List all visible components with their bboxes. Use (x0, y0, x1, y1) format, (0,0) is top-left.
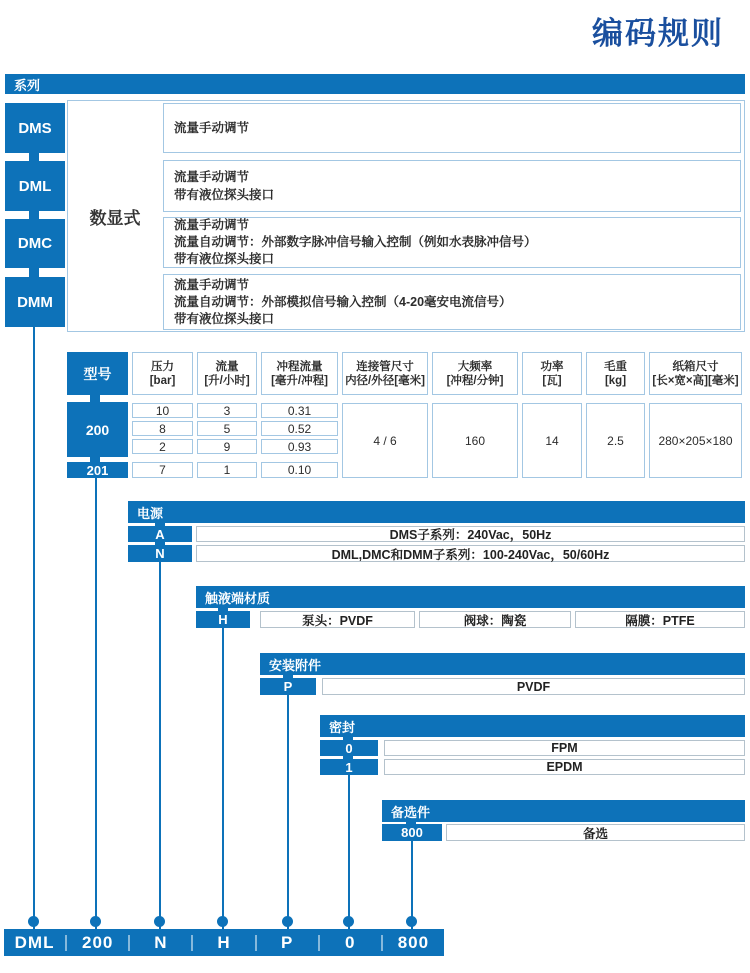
col-header-stroke-volume (261, 352, 338, 395)
series-header-label: 系列 (14, 77, 41, 93)
col-header-line: [冲程/分钟] (446, 374, 504, 387)
table-cell: 8 (132, 421, 193, 436)
desc-line: 流量自动调节：外部数字脉冲信号输入控制（例如水表脉冲信号） (174, 235, 537, 249)
model-col-header: 型号 (67, 352, 128, 395)
col-header-max-frequency (432, 352, 518, 395)
series-type-label: 数显式 (89, 208, 141, 228)
col-header-line: 流量 (215, 360, 239, 373)
col-header-line: [kg] (604, 374, 627, 387)
optional-value: 备选 (446, 824, 745, 841)
section-power-header (128, 501, 745, 523)
connector-line-mounting (287, 695, 289, 929)
code-segment-model: 200 (82, 932, 114, 952)
wetted-value-valve-ball: 阀球：陶瓷 (419, 611, 571, 628)
section-title: 触液端材质 (205, 590, 271, 606)
table-cell: 3 (197, 403, 257, 418)
col-header-line: [毫升/冲程] (271, 374, 328, 387)
desc-line: 流量手动调节 (174, 218, 250, 232)
connector-dot (154, 916, 165, 927)
col-header-line: 大频率 (457, 360, 493, 373)
series-desc-dmc (163, 217, 741, 268)
col-header-carton-size (649, 352, 742, 395)
col-header-line: 毛重 (604, 360, 627, 373)
connector-dot (217, 916, 228, 927)
col-header-line: 纸箱尺寸 (672, 360, 719, 373)
code-segment-mounting: P (280, 932, 294, 952)
section-mounting-header (260, 653, 745, 675)
option-code-h: H (196, 611, 250, 628)
option-code-800: 800 (382, 824, 442, 841)
series-code-dmc: DMC (5, 219, 65, 268)
seal-value-epdm: EPDM (384, 759, 745, 775)
shared-cell-carton: 280×205×180 (649, 403, 742, 478)
mounting-value: PVDF (322, 678, 745, 695)
table-cell: 5 (197, 421, 257, 436)
desc-line: 流量手动调节 (174, 277, 250, 292)
option-value-n: DML,DMC和DMM子系列：100-240Vac，50/60Hz (196, 545, 745, 562)
connector-line-power (159, 562, 161, 929)
connector-dot (28, 916, 39, 927)
code-segment-wetted: H (217, 932, 231, 952)
code-segment-seal: 0 (345, 932, 356, 952)
desc-line: 流量手动调节 (174, 170, 250, 184)
option-value-a: DMS子系列：240Vac，50Hz (196, 526, 745, 542)
section-optional-header (382, 800, 745, 822)
model-201-box: 201 (67, 462, 128, 478)
desc-line: 带有液位探头接口 (174, 188, 275, 202)
shared-cell-weight: 2.5 (586, 403, 645, 478)
series-code-dmm: DMM (5, 277, 65, 327)
series-connector (29, 211, 39, 219)
section-title: 电源 (137, 505, 164, 521)
series-desc-dms (163, 103, 741, 153)
connector-dot (406, 916, 417, 927)
code-segment-power: N (154, 932, 168, 952)
series-desc-dml (163, 160, 741, 212)
col-header-line: [瓦] (542, 374, 562, 387)
table-cell: 1 (197, 462, 257, 478)
col-header-line: 连接管尺寸 (356, 360, 414, 373)
desc-line: 流量手动调节 (174, 121, 250, 135)
desc-line: 带有液位探头接口 (174, 252, 275, 266)
option-code-n: N (128, 545, 192, 562)
connector-dot (282, 916, 293, 927)
section-title: 备选件 (391, 804, 431, 820)
table-cell: 10 (132, 403, 193, 418)
table-cell: 0.93 (261, 439, 338, 454)
option-code-a: A (128, 526, 192, 542)
series-code-dml: DML (5, 161, 65, 211)
connector-line-model (95, 478, 97, 929)
connector-dot (90, 916, 101, 927)
series-connector (29, 153, 39, 161)
col-header-line: 功率 (540, 360, 564, 373)
wetted-value-pump-head: 泵头：PVDF (260, 611, 415, 628)
option-code-p: P (260, 678, 316, 695)
col-header-line: [升/小时] (204, 374, 250, 387)
col-header-pressure (132, 352, 193, 395)
col-header-line: [长×宽×高][毫米] (652, 374, 739, 387)
series-connector (29, 268, 39, 277)
table-cell: 9 (197, 439, 257, 454)
shared-cell-frequency: 160 (432, 403, 518, 478)
option-code-1: 1 (320, 759, 378, 775)
col-header-flow (197, 352, 257, 395)
col-header-line: 冲程流量 (276, 360, 323, 373)
col-header-pipe-size (342, 352, 428, 395)
code-bar (4, 929, 444, 956)
option-code-0: 0 (320, 740, 378, 756)
table-cell: 2 (132, 439, 193, 454)
table-cell: 0.10 (261, 462, 338, 478)
col-header-line: 压力 (151, 360, 174, 373)
page-title: 编码规则 (592, 16, 724, 51)
shared-cell-pipe: 4 / 6 (342, 403, 428, 478)
section-wetted-header (196, 586, 745, 608)
model-connector (90, 395, 100, 402)
series-code-dms: DMS (5, 103, 65, 153)
col-header-line: 内径/外径[毫米] (345, 374, 425, 387)
connector-dot (343, 916, 354, 927)
section-title: 密封 (329, 719, 356, 735)
code-segment-optional: 800 (397, 932, 430, 952)
desc-line: 流量自动调节：外部模拟信号输入控制（4-20毫安电流信号） (174, 294, 512, 309)
connector-line-wetted (222, 628, 224, 929)
table-cell: 0.31 (261, 403, 338, 418)
col-header-weight (586, 352, 645, 395)
code-segment-series: DML (14, 932, 55, 952)
col-header-power (522, 352, 582, 395)
seal-value-fpm: FPM (384, 740, 745, 756)
series-header-bar (5, 74, 745, 94)
table-cell: 0.52 (261, 421, 338, 436)
shared-cell-power: 14 (522, 403, 582, 478)
connector-line-series (33, 327, 35, 929)
section-seal-header (320, 715, 745, 737)
desc-line: 带有液位探头接口 (174, 311, 275, 326)
section-title: 安装附件 (269, 657, 322, 673)
connector-line-seal (348, 775, 350, 929)
series-desc-dmm (163, 274, 741, 330)
wetted-value-diaphragm: 隔膜：PTFE (575, 611, 745, 628)
table-cell: 7 (132, 462, 193, 478)
col-header-line: [bar] (149, 374, 176, 387)
model-200-box: 200 (67, 402, 128, 457)
